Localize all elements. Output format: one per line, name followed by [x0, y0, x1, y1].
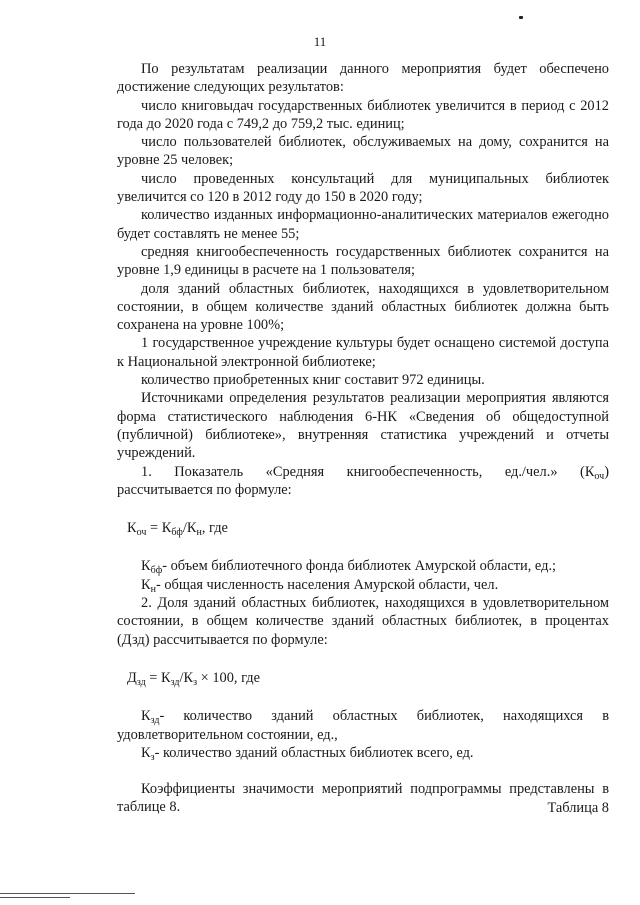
paragraph: 1 государственное учреждение культуры будет оснащено системой доступа к Национальной электронной библиотеке; [117, 335, 609, 370]
table-caption: Таблица 8 [547, 800, 609, 816]
scan-edge-line [0, 897, 70, 898]
closing-paragraph: Коэффициенты значимости мероприятий подпрограммы представлены в таблице 8. [117, 781, 609, 816]
formula-building-share [117, 669, 609, 687]
paragraph: количество изданных информационно-аналитических материалов ежегодно будет составлять не менее 55; [117, 207, 609, 242]
scan-edge-line [0, 893, 135, 894]
subscript: зд [170, 676, 180, 688]
paragraph-text: ) рассчитывается по формуле: [117, 463, 609, 498]
definition [117, 744, 609, 762]
indicator-2-paragraph: 2. Доля зданий областных библиотек, находящихся в удовлетворительном состоянии, в общем количестве зданий областных библиотек, в процентах (Дзд) рассчитывается по формуле: [117, 595, 609, 648]
indicator-1-paragraph [117, 463, 609, 500]
paragraph: доля зданий областных библиотек, находящихся в удовлетворительном состоянии, в общем количестве зданий областных библиотек должна быть сохранена на уровне 100%; [117, 280, 609, 334]
formula-symbol: = К [146, 520, 172, 537]
paragraph-text: 1. Показатель «Средняя книгообеспеченность, ед./чел.» (К [141, 463, 595, 480]
subscript: оч [136, 527, 147, 539]
subscript: зд [150, 715, 160, 727]
formula-symbol: К [127, 520, 137, 537]
definition [117, 576, 609, 594]
formula-symbol: Д [127, 669, 137, 686]
definition-symbol: К [141, 558, 151, 575]
definition-symbol: К [141, 744, 151, 761]
subscript: з [150, 751, 155, 763]
subscript: оч [594, 470, 605, 482]
paragraph: число книговыдач государственных библиотек увеличится в период с 2012 года до 2020 года с 749,2 до 759,2 тыс. единиц; [117, 97, 609, 132]
page-number: 11 [313, 34, 327, 49]
definition-text: - количество зданий областных библиотек, находящихся в удовлетворительном состоянии, ед., [117, 708, 609, 743]
subscript: н [196, 527, 202, 539]
paragraph: По результатам реализации данного мероприятия будет обеспечено достижение следующих результатов: [117, 61, 609, 96]
definition-text: - объем библиотечного фонда библиотек Амурской области, ед.; [162, 558, 557, 575]
scan-speck [519, 16, 523, 19]
definition-text: - количество зданий областных библиотек всего, ед. [154, 744, 474, 761]
subscript: н [150, 583, 156, 595]
definition-text: - общая численность населения Амурской области, чел. [155, 576, 499, 593]
paragraph: число проведенных консультаций для муниципальных библиотек увеличится со 120 в 2012 году до 150 в 2020 году; [117, 170, 609, 206]
definition [117, 707, 609, 744]
formula-symbol: /К [179, 669, 194, 686]
formula-symbol: /К [182, 520, 197, 537]
subscript: бф [150, 565, 163, 577]
document-body [117, 60, 609, 817]
paragraph: средняя книгообеспеченность государственных библиотек сохранится на уровне 1,9 единицы в расчете на 1 пользователя; [117, 243, 609, 279]
paragraph: количество приобретенных книг составит 972 единицы. [141, 372, 485, 389]
paragraph: число пользователей библиотек, обслуживаемых на дому, сохранится на уровне 25 человек; [117, 134, 609, 169]
paragraph: Источниками определения результатов реализации мероприятия являются форма статистического наблюдения 6-НК «Сведения об общедоступной (публичной) библиотеке», внутренняя статистика учреждений и отчеты учреждений. [117, 390, 609, 462]
formula-tail: , где [201, 520, 228, 537]
subscript: зд [136, 676, 146, 688]
definition-symbol: К [141, 708, 151, 725]
formula-book-supply [117, 519, 609, 537]
subscript: бф [171, 527, 183, 539]
formula-symbol: = К [145, 669, 171, 686]
subscript: з [193, 676, 198, 688]
definition-symbol: К [141, 576, 151, 593]
definition [117, 557, 609, 575]
formula-tail: × 100, где [197, 669, 261, 686]
